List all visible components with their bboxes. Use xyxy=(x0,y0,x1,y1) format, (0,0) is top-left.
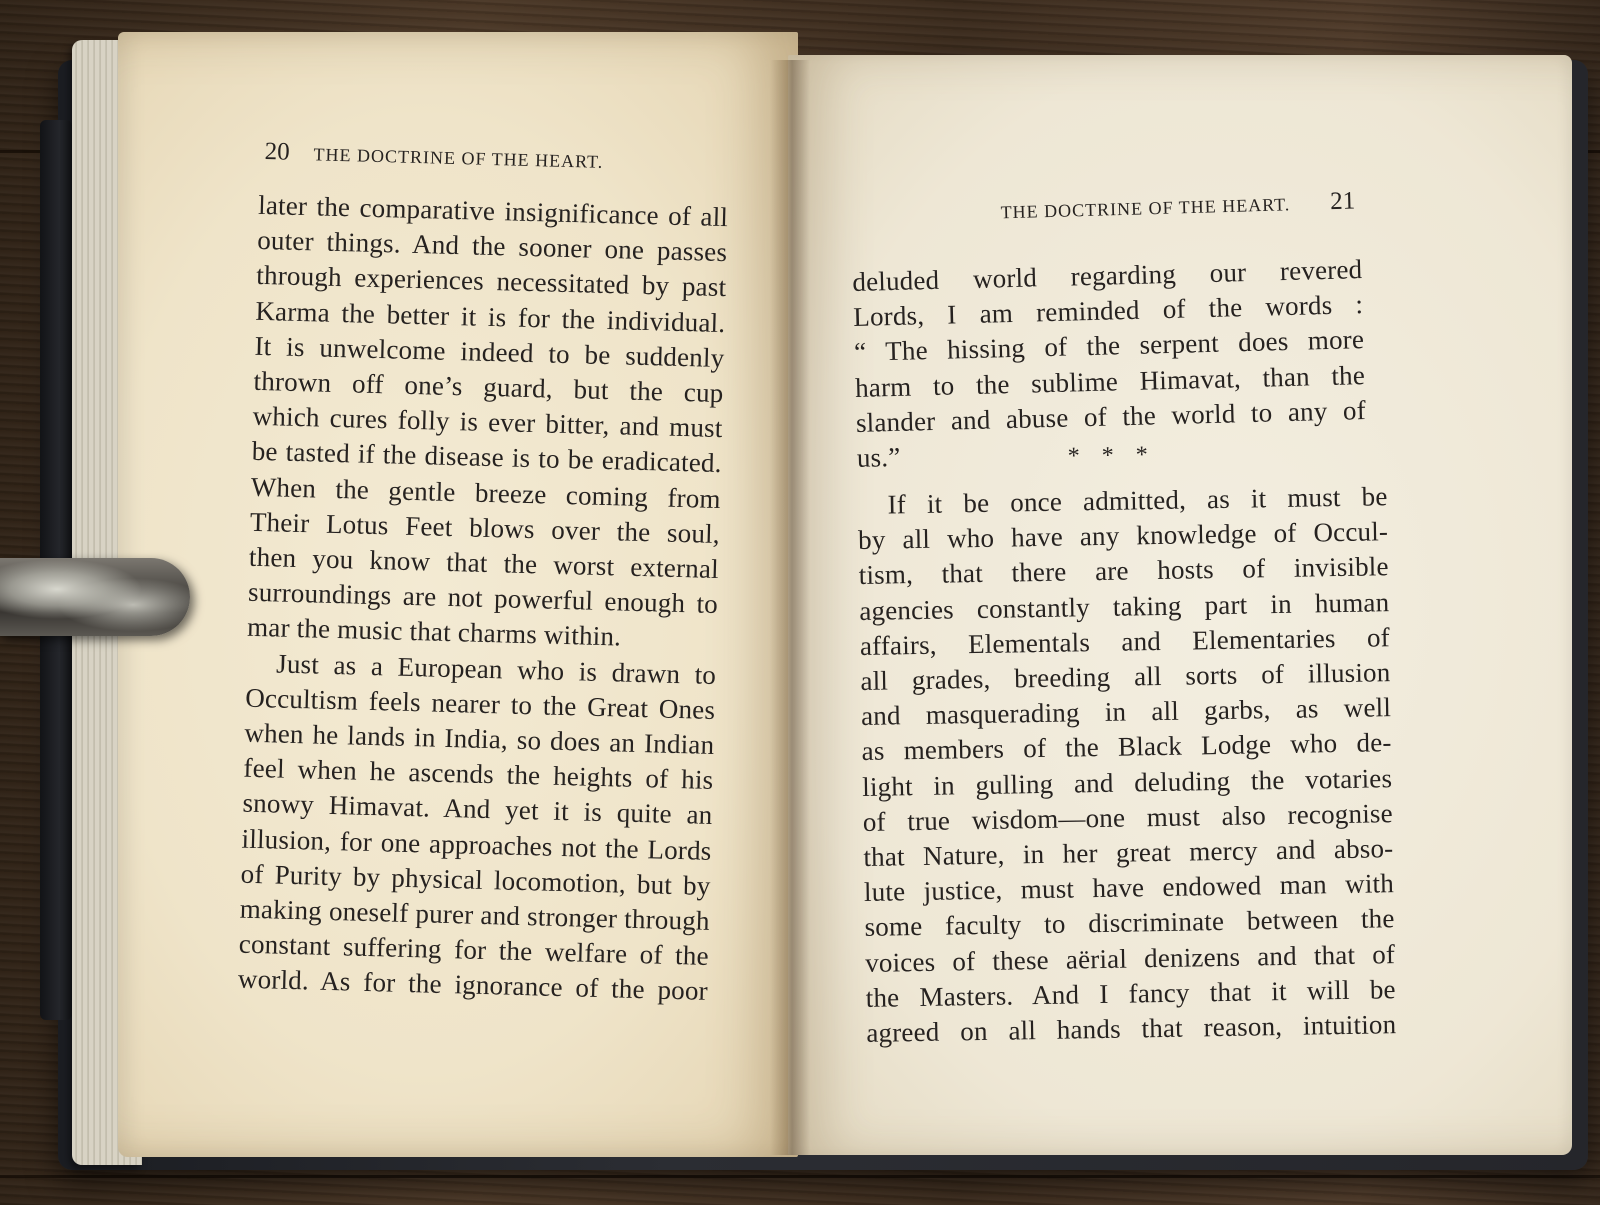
text-line: by all who have any knowledge of Occul- xyxy=(857,516,1389,556)
text-line: us.” xyxy=(856,441,901,473)
text-line: constant suffering for the welfare of the xyxy=(238,928,710,972)
text-line: lute justice, must have endowed man with xyxy=(863,868,1395,908)
text-line: outer things. And the sooner one passes xyxy=(256,225,728,268)
text-line: light in gulling and deluding the votaries xyxy=(862,762,1393,802)
text-line: harm to the sublime Himavat, than the xyxy=(854,359,1366,403)
text-line: of Purity by physical locomotion, but by xyxy=(240,858,711,901)
section-break-asterisks: * * * xyxy=(1067,442,1157,470)
text-line: Lords, I am reminded of the words : xyxy=(852,289,1364,333)
left-page-number: 20 xyxy=(264,138,290,166)
text-line: making oneself purer and stronger through xyxy=(239,893,711,936)
book-gutter xyxy=(770,60,810,1155)
text-line: some faculty to discriminate between the xyxy=(864,903,1395,943)
text-line: voices of these aërial denizens and that of xyxy=(864,938,1396,978)
text-line: snowy Himavat. And yet it is quite an xyxy=(242,788,713,831)
text-line: tism, that there are hosts of invisible xyxy=(858,551,1389,591)
text-line: mar the music that charms within. xyxy=(246,612,622,652)
right-page-number: 21 xyxy=(1329,187,1356,216)
text-line: Occultism feels nearer to the Great Ones xyxy=(244,682,716,725)
text-line: If it be once admitted, as it must be xyxy=(887,481,1388,520)
text-line: Karma the better it is for the individual. xyxy=(255,295,726,338)
text-line: thrown off one’s guard, but the cup xyxy=(253,365,724,409)
text-line: Their Lotus Feet blows over the soul, xyxy=(249,506,721,549)
text-line: which cures folly is ever bitter, and must xyxy=(252,400,723,444)
text-line: through experiences necessitated by past xyxy=(256,260,727,303)
right-section-break-wrap xyxy=(857,433,1378,486)
text-line: deluded world regarding our revered xyxy=(852,254,1363,297)
text-line: “ The hissing of the serpent does more xyxy=(853,324,1365,368)
left-running-head-title: THE DOCTRINE OF THE HEART. xyxy=(313,144,604,172)
text-line: illusion, for one approaches not the Lords xyxy=(241,823,712,866)
text-line: as members of the Black Lodge who de- xyxy=(861,727,1392,767)
text-line: and masquerading in all garbs, as well xyxy=(860,692,1392,732)
text-line: agreed on all hands that reason, intuition xyxy=(866,1009,1397,1048)
text-line: affairs, Elementals and Elementaries of xyxy=(859,622,1391,661)
text-line: that Nature, in her great mercy and abso- xyxy=(863,833,1394,872)
text-line: then you know that the worst external xyxy=(248,541,720,585)
text-line: world. As for the ignorance of the poor xyxy=(237,964,709,1007)
text-line: It is unwelcome indeed to be suddenly xyxy=(254,330,725,373)
text-line: all grades, breeding all sorts of illusion xyxy=(860,657,1391,696)
text-line: Just as a European who is drawn to xyxy=(275,648,717,690)
text-line: be tasted if the disease is to be eradicated. xyxy=(251,436,723,479)
metal-clasp xyxy=(0,558,190,636)
right-running-head-title: THE DOCTRINE OF THE HEART. xyxy=(1000,194,1291,223)
text-line: surroundings are not powerful enough to xyxy=(247,576,719,620)
right-page-body-bottom xyxy=(857,479,1401,1051)
text-line: agencies constantly taking part in human xyxy=(859,586,1390,626)
text-line: later the comparative insignificance of all xyxy=(257,189,729,233)
text-line: when he lands in India, so does an Indian xyxy=(244,717,715,761)
text-line: slander and abuse of the world to any of xyxy=(855,394,1367,438)
table-plank-seam xyxy=(0,1175,1600,1178)
text-line: feel when he ascends the heights of his xyxy=(243,752,714,796)
left-page-body xyxy=(237,188,728,1010)
text-line: When the gentle breeze coming from xyxy=(250,471,722,514)
text-line: of true wisdom—one must also recognise xyxy=(862,797,1394,837)
text-line: the Masters. And I fancy that it will be xyxy=(865,973,1396,1013)
